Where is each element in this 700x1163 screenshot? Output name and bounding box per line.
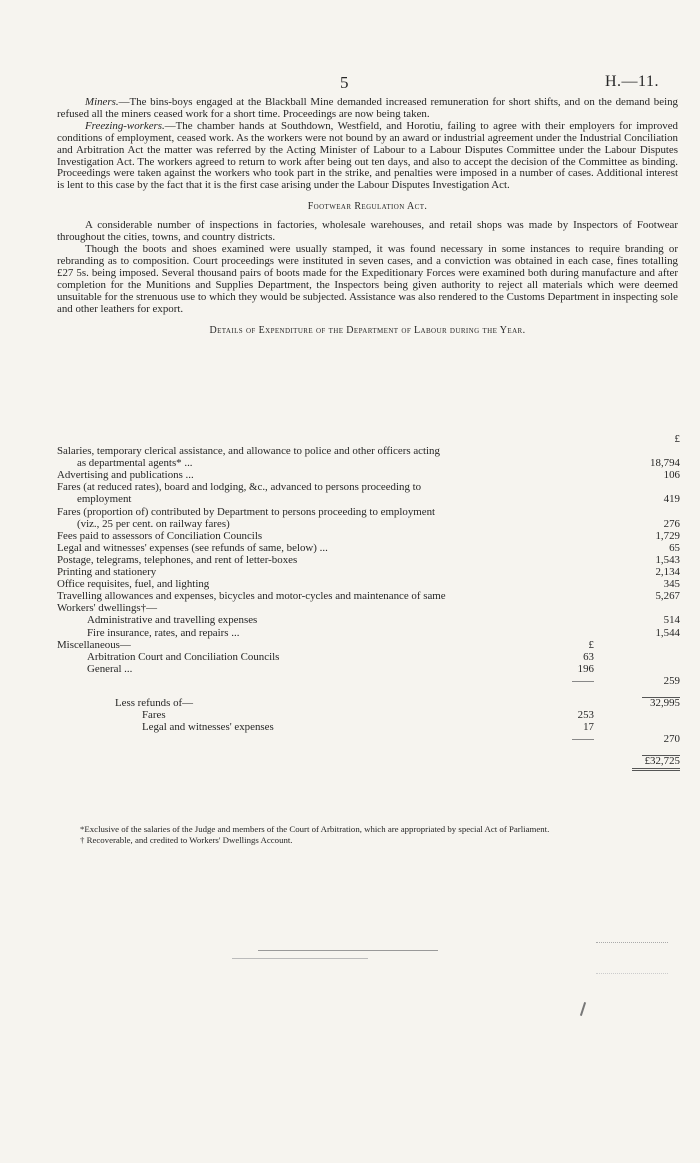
row-amount: 514 bbox=[663, 614, 680, 627]
row-amount: 1,543 bbox=[655, 553, 680, 566]
row-label: Fees paid to assessors of Conciliation Councils bbox=[57, 529, 263, 542]
closing-rule-faint bbox=[232, 958, 368, 959]
closing-rule bbox=[258, 950, 438, 951]
row-amount: 276 bbox=[663, 517, 680, 530]
row-amount: 5,267 bbox=[655, 590, 680, 603]
row-amount: 1,544 bbox=[655, 626, 680, 639]
grand-total: £32,725 bbox=[644, 755, 680, 768]
double-rule bbox=[632, 770, 680, 771]
row-label: Miscellaneous— bbox=[57, 638, 131, 651]
row-sub-amount: 253 bbox=[577, 709, 594, 722]
row-amount: 18,794 bbox=[650, 457, 680, 470]
parliamentary-reference: H.—11. bbox=[605, 73, 659, 90]
row-label: Fares (at reduced rates), board and lodging, &c., advanced to persons proceeding to bbox=[57, 481, 422, 494]
row-label: Fares (proportion of) contributed by Department to persons proceeding to employment bbox=[57, 505, 436, 518]
freezing-paragraph bbox=[57, 121, 678, 192]
row-label: Postage, telegrams, telephones, and rent of letter-boxes bbox=[57, 553, 298, 566]
sub-rule bbox=[572, 681, 594, 682]
report-body bbox=[57, 97, 678, 341]
row-label: Legal and witnesses' expenses (see refunds of same, below) ... bbox=[57, 541, 328, 554]
footnotes bbox=[60, 824, 678, 845]
row-label: Travelling allowances and expenses, bicycles and motor-cycles and maintenance of same bbox=[57, 590, 446, 603]
footwear-paragraph-2: Though the boots and shoes examined were usually stamped, it was found necessary in some instances to require branding or rebranding as to composition. Court proceedings were instituted in seven cases, and a conviction was obtained in each case, fines totalling £27 5s. being imposed. Several thousand pairs of boots made for the Expeditionary Forces were examined both during manufacture and after completion for the Munitions and Supplies Department, the Inspectors being given authority to reject all materials which were deemed unsuitable for the strenuous use to which they would be subjected. Assistance was also rendered to the Customs Department in inspecting sole and other leathers for export. bbox=[57, 242, 678, 315]
row-sub-amount: 17 bbox=[583, 721, 594, 734]
row-sub-amount: 63 bbox=[583, 650, 594, 663]
page-number: 5 bbox=[340, 73, 349, 92]
expenditure-table bbox=[57, 433, 680, 771]
row-label: Workers' dwellings†— bbox=[57, 602, 157, 615]
row-label: Administrative and travelling expenses bbox=[87, 614, 258, 627]
row-label: Less refunds of— bbox=[115, 696, 194, 709]
footnote-dagger: † Recoverable, and credited to Workers' Dwellings Account. bbox=[80, 834, 293, 845]
row-label: Office requisites, fuel, and lighting bbox=[57, 578, 210, 591]
row-label: Printing and stationery bbox=[57, 566, 157, 579]
freezing-label: Freezing-workers. bbox=[85, 119, 165, 132]
refunds-total: 270 bbox=[663, 733, 680, 746]
subtotal-amount: 32,995 bbox=[650, 696, 680, 709]
row-label: Legal and witnesses' expenses bbox=[142, 721, 274, 734]
row-amount: 345 bbox=[663, 578, 680, 591]
row-label: employment bbox=[77, 493, 132, 506]
row-label: Salaries, temporary clerical assistance, and allowance to police and other officers acting bbox=[57, 445, 440, 458]
miners-paragraph bbox=[57, 97, 678, 121]
row-amount: 419 bbox=[663, 493, 680, 506]
row-label: Arbitration Court and Conciliation Councils bbox=[87, 650, 280, 663]
row-label: Fares bbox=[142, 709, 166, 722]
scan-mark bbox=[580, 1002, 586, 1016]
row-label: Advertising and publications ... bbox=[57, 469, 194, 482]
footwear-paragraph-1: A considerable number of inspections in factories, wholesale warehouses, and retail shops was made by Inspectors of Footwear throughout the cities, towns, and country districts. bbox=[57, 219, 678, 244]
sub-rule bbox=[572, 739, 594, 740]
row-sub-amount: 196 bbox=[577, 662, 594, 675]
row-amount: 2,134 bbox=[655, 566, 680, 579]
miners-text: —The bins-boys engaged at the Blackball Mine demanded increased remuneration for short shifts, and on the demand being refused all the miners ceased work for a short time. Proceedings are now being taken. bbox=[57, 96, 678, 120]
footwear-heading: Footwear Regulation Act. bbox=[307, 201, 428, 213]
currency-heading: £ bbox=[674, 433, 680, 445]
footnote-star: *Exclusive of the salaries of the Judge and members of the Court of Arbitration, which are appropriated by special Act of Parliament. bbox=[80, 824, 550, 834]
misc-currency: £ bbox=[588, 638, 594, 651]
row-label: as departmental agents* ... bbox=[77, 457, 193, 470]
row-amount: 106 bbox=[663, 469, 680, 482]
expenditure-heading: Details of Expenditure of the Department of Labour during the Year. bbox=[209, 325, 526, 337]
scan-artifact bbox=[596, 942, 668, 974]
row-label: Fire insurance, rates, and repairs ... bbox=[87, 626, 240, 639]
misc-total: 259 bbox=[663, 674, 680, 687]
row-amount: 65 bbox=[669, 541, 680, 554]
row-label: (viz., 25 per cent. on railway fares) bbox=[77, 517, 230, 530]
row-amount: 1,729 bbox=[655, 529, 680, 542]
miners-label: Miners. bbox=[85, 96, 119, 108]
row-label: General ... bbox=[87, 662, 133, 675]
double-rule bbox=[632, 768, 680, 769]
freezing-text: —The chamber hands at Southdown, Westfield, and Horotiu, failing to agree with their employers for improved conditions of employment, ceased work. As the workers were not bound by an award or industrial agreement under the Industrial Conciliation and Arbitration Act the matter was referred by the Acting Minister of Labour to a Labour Disputes Committee under the Labour Disputes Investigation Act. The workers agreed to return to work after being out ten days, and also to accept the decision of the Committee as binding. Proceedings were taken against the workers who took part in the strike, and penalties were imposed in a number of cases. Additional interest is lent to this case by the fact that it is the first case arising under the Labour Disputes Investigation Act. bbox=[57, 119, 678, 192]
